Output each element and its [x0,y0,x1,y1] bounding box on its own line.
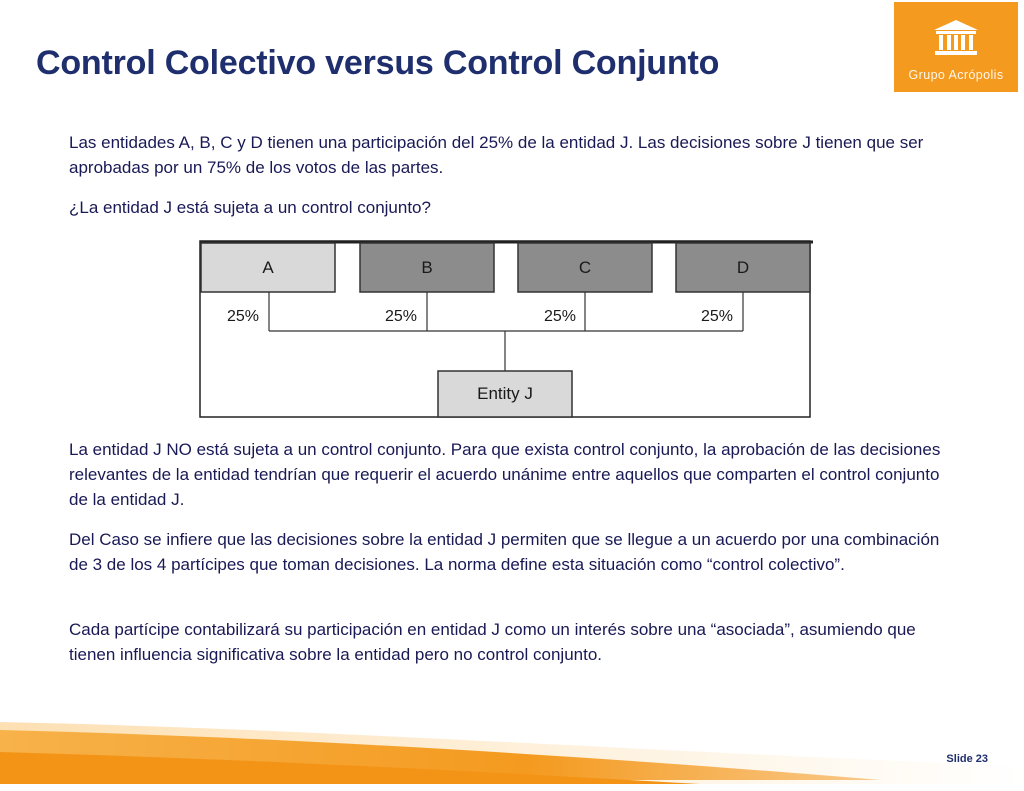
intro-paragraph: Las entidades A, B, C y D tienen una participación del 25% de la entidad J. Las decisiones sobre J tienen que ser aprobadas por un 75% de los votos de las partes. [69,133,924,177]
investor-label: D [736,258,750,277]
stake-label-b: 25% [384,308,418,325]
building-columns-icon [932,18,980,58]
slide-number: Slide 23 [946,753,988,765]
conclusion-paragraph: La entidad J NO está sujeta a un control conjunto. Para que exista control conjunto, la aprobación de las decisiones relevantes de la entidad tendrían que requerir el acuerdo unánime entre aquellos que comparten el control conjunto de la entidad J. [69,440,941,509]
investor-box-d [676,243,810,292]
investee-box [438,371,572,417]
logo-text: Grupo Acrópolis [908,68,1004,82]
investor-box-c [518,243,652,292]
investee-label: Entity J [477,384,533,403]
investor-label: B [421,258,433,277]
stake-label-a: 25% [226,308,260,325]
investor-label: A [262,258,274,277]
footer-swoosh [0,700,1024,791]
stake-label-d: 25% [700,308,734,325]
stake-label-c: 25% [543,308,577,325]
investor-box-a [201,243,335,292]
investor-label: C [578,258,592,277]
question-text: ¿La entidad J está sujeta a un control conjunto? [69,198,431,217]
accounting-paragraph: Cada partícipe contabilizará su participación en entidad J como un interés sobre una “asociada”, asumiendo que tienen influencia significativa sobre la entidad pero no control conjunto. [69,620,916,664]
company-logo [894,2,1018,92]
slide-title: Control Colectivo versus Control Conjunto [36,44,720,82]
case-paragraph: Del Caso se infiere que las decisiones sobre la entidad J permiten que se llegue a un acuerdo por una combinación de 3 de los 4 partícipes que toman decisiones. La norma define esta situación como “control colectivo”. [69,530,940,574]
ownership-diagram [199,240,815,424]
investor-box-b [360,243,494,292]
